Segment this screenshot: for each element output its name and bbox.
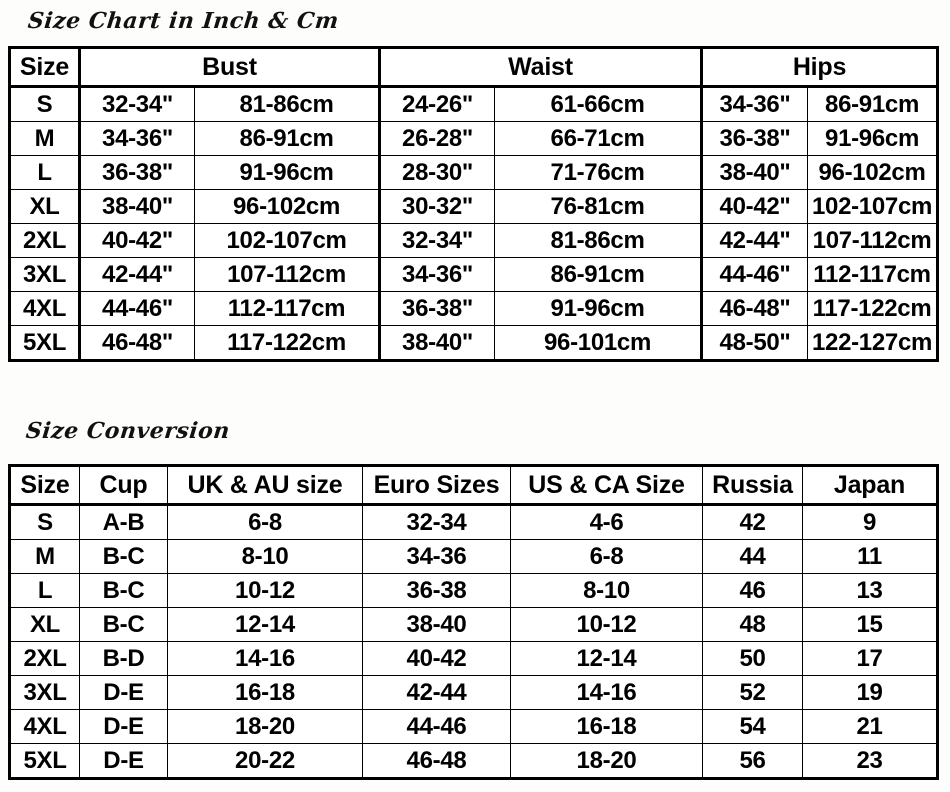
cell-size: M xyxy=(10,122,80,156)
cell-hips-in: 42-44" xyxy=(702,224,808,258)
cell-japan: 21 xyxy=(803,710,938,744)
cell-size: 2XL xyxy=(10,224,80,258)
cell-waist-cm: 66-71cm xyxy=(495,122,702,156)
conversion-header-uk-au-size: UK & AU size xyxy=(168,466,363,505)
cell-us-ca: 16-18 xyxy=(511,710,703,744)
cell-size: 5XL xyxy=(10,744,80,779)
cell-bust-cm: 81-86cm xyxy=(195,87,380,122)
cell-russia: 54 xyxy=(703,710,803,744)
cell-japan: 17 xyxy=(803,642,938,676)
table-row xyxy=(10,642,938,676)
conversion-header-russia: Russia xyxy=(703,466,803,505)
table-row xyxy=(10,224,938,258)
measurements-group-header-waist: Waist xyxy=(380,48,702,87)
cell-waist-in: 36-38" xyxy=(380,292,495,326)
cell-cup: A-B xyxy=(80,505,168,540)
cell-bust-cm: 86-91cm xyxy=(195,122,380,156)
cell-bust-cm: 102-107cm xyxy=(195,224,380,258)
cell-hips-cm: 91-96cm xyxy=(808,122,938,156)
table-row xyxy=(10,574,938,608)
cell-waist-in: 38-40" xyxy=(380,326,495,361)
cell-us-ca: 18-20 xyxy=(511,744,703,779)
cell-hips-in: 46-48" xyxy=(702,292,808,326)
cell-size: L xyxy=(10,574,80,608)
cell-bust-cm: 117-122cm xyxy=(195,326,380,361)
cell-euro: 42-44 xyxy=(363,676,511,710)
cell-bust-in: 38-40" xyxy=(80,190,195,224)
cell-size: S xyxy=(10,505,80,540)
measurements-table-body xyxy=(10,87,938,361)
cell-hips-in: 44-46" xyxy=(702,258,808,292)
cell-euro: 40-42 xyxy=(363,642,511,676)
page-title-size-chart: Size Chart in Inch & Cm xyxy=(26,8,341,34)
cell-russia: 48 xyxy=(703,608,803,642)
cell-waist-cm: 76-81cm xyxy=(495,190,702,224)
cell-bust-cm: 96-102cm xyxy=(195,190,380,224)
cell-cup: B-C xyxy=(80,540,168,574)
cell-euro: 36-38 xyxy=(363,574,511,608)
table-row xyxy=(10,122,938,156)
cell-russia: 52 xyxy=(703,676,803,710)
cell-russia: 46 xyxy=(703,574,803,608)
cell-waist-cm: 91-96cm xyxy=(495,292,702,326)
cell-waist-in: 34-36" xyxy=(380,258,495,292)
table-row xyxy=(10,540,938,574)
cell-euro: 34-36 xyxy=(363,540,511,574)
table-row xyxy=(10,156,938,190)
conversion-table-body xyxy=(10,505,938,779)
measurements-table xyxy=(8,46,939,362)
cell-waist-in: 24-26" xyxy=(380,87,495,122)
cell-hips-cm: 107-112cm xyxy=(808,224,938,258)
measurements-group-header-bust: Bust xyxy=(80,48,380,87)
cell-cup: B-C xyxy=(80,574,168,608)
cell-hips-in: 38-40" xyxy=(702,156,808,190)
cell-euro: 44-46 xyxy=(363,710,511,744)
cell-waist-cm: 86-91cm xyxy=(495,258,702,292)
conversion-header-row xyxy=(10,466,938,505)
conversion-header-us-ca-size: US & CA Size xyxy=(511,466,703,505)
cell-bust-cm: 91-96cm xyxy=(195,156,380,190)
cell-cup: D-E xyxy=(80,676,168,710)
table-row xyxy=(10,258,938,292)
cell-uk-au: 20-22 xyxy=(168,744,363,779)
cell-waist-cm: 96-101cm xyxy=(495,326,702,361)
conversion-header-euro-sizes: Euro Sizes xyxy=(363,466,511,505)
cell-russia: 50 xyxy=(703,642,803,676)
cell-waist-cm: 71-76cm xyxy=(495,156,702,190)
cell-cup: B-C xyxy=(80,608,168,642)
cell-size: 3XL xyxy=(10,676,80,710)
cell-bust-in: 32-34" xyxy=(80,87,195,122)
cell-hips-cm: 102-107cm xyxy=(808,190,938,224)
page-title-size-conversion: Size Conversion xyxy=(24,418,232,444)
cell-us-ca: 10-12 xyxy=(511,608,703,642)
cell-hips-in: 40-42" xyxy=(702,190,808,224)
cell-size: M xyxy=(10,540,80,574)
cell-size: XL xyxy=(10,608,80,642)
cell-uk-au: 6-8 xyxy=(168,505,363,540)
cell-bust-in: 46-48" xyxy=(80,326,195,361)
cell-euro: 38-40 xyxy=(363,608,511,642)
cell-hips-cm: 96-102cm xyxy=(808,156,938,190)
conversion-header-cup: Cup xyxy=(80,466,168,505)
cell-uk-au: 10-12 xyxy=(168,574,363,608)
cell-uk-au: 18-20 xyxy=(168,710,363,744)
cell-hips-in: 34-36" xyxy=(702,87,808,122)
cell-bust-cm: 107-112cm xyxy=(195,258,380,292)
conversion-table-header xyxy=(10,466,938,505)
cell-uk-au: 16-18 xyxy=(168,676,363,710)
measurements-group-header-hips: Hips xyxy=(702,48,938,87)
cell-japan: 11 xyxy=(803,540,938,574)
cell-japan: 13 xyxy=(803,574,938,608)
table-row xyxy=(10,292,938,326)
cell-euro: 46-48 xyxy=(363,744,511,779)
conversion-table xyxy=(8,464,939,780)
cell-uk-au: 14-16 xyxy=(168,642,363,676)
cell-cup: D-E xyxy=(80,744,168,779)
table-row xyxy=(10,326,938,361)
cell-bust-in: 40-42" xyxy=(80,224,195,258)
cell-size: L xyxy=(10,156,80,190)
cell-size: S xyxy=(10,87,80,122)
cell-size: 3XL xyxy=(10,258,80,292)
cell-hips-cm: 117-122cm xyxy=(808,292,938,326)
cell-bust-in: 42-44" xyxy=(80,258,195,292)
cell-size: 2XL xyxy=(10,642,80,676)
cell-bust-cm: 112-117cm xyxy=(195,292,380,326)
cell-size: 5XL xyxy=(10,326,80,361)
cell-uk-au: 8-10 xyxy=(168,540,363,574)
cell-waist-in: 32-34" xyxy=(380,224,495,258)
table-row xyxy=(10,190,938,224)
cell-waist-cm: 61-66cm xyxy=(495,87,702,122)
cell-us-ca: 4-6 xyxy=(511,505,703,540)
cell-euro: 32-34 xyxy=(363,505,511,540)
cell-waist-in: 26-28" xyxy=(380,122,495,156)
cell-size: XL xyxy=(10,190,80,224)
cell-cup: B-D xyxy=(80,642,168,676)
cell-us-ca: 14-16 xyxy=(511,676,703,710)
cell-size: 4XL xyxy=(10,710,80,744)
cell-us-ca: 12-14 xyxy=(511,642,703,676)
cell-japan: 9 xyxy=(803,505,938,540)
cell-hips-cm: 86-91cm xyxy=(808,87,938,122)
cell-japan: 15 xyxy=(803,608,938,642)
table-row xyxy=(10,744,938,779)
cell-cup: D-E xyxy=(80,710,168,744)
cell-us-ca: 8-10 xyxy=(511,574,703,608)
measurements-table-header xyxy=(10,48,938,87)
cell-bust-in: 44-46" xyxy=(80,292,195,326)
cell-hips-in: 48-50" xyxy=(702,326,808,361)
cell-bust-in: 34-36" xyxy=(80,122,195,156)
cell-japan: 23 xyxy=(803,744,938,779)
table-row xyxy=(10,608,938,642)
table-row xyxy=(10,676,938,710)
cell-russia: 44 xyxy=(703,540,803,574)
cell-size: 4XL xyxy=(10,292,80,326)
cell-russia: 42 xyxy=(703,505,803,540)
conversion-header-size: Size xyxy=(10,466,80,505)
table-row xyxy=(10,505,938,540)
measurements-group-header-row xyxy=(10,48,938,87)
cell-uk-au: 12-14 xyxy=(168,608,363,642)
conversion-header-japan: Japan xyxy=(803,466,938,505)
measurements-group-header-size: Size xyxy=(10,48,80,87)
table-row xyxy=(10,87,938,122)
cell-russia: 56 xyxy=(703,744,803,779)
table-row xyxy=(10,710,938,744)
cell-waist-in: 28-30" xyxy=(380,156,495,190)
cell-waist-in: 30-32" xyxy=(380,190,495,224)
cell-hips-cm: 122-127cm xyxy=(808,326,938,361)
cell-hips-cm: 112-117cm xyxy=(808,258,938,292)
cell-japan: 19 xyxy=(803,676,938,710)
cell-hips-in: 36-38" xyxy=(702,122,808,156)
cell-waist-cm: 81-86cm xyxy=(495,224,702,258)
cell-bust-in: 36-38" xyxy=(80,156,195,190)
cell-us-ca: 6-8 xyxy=(511,540,703,574)
